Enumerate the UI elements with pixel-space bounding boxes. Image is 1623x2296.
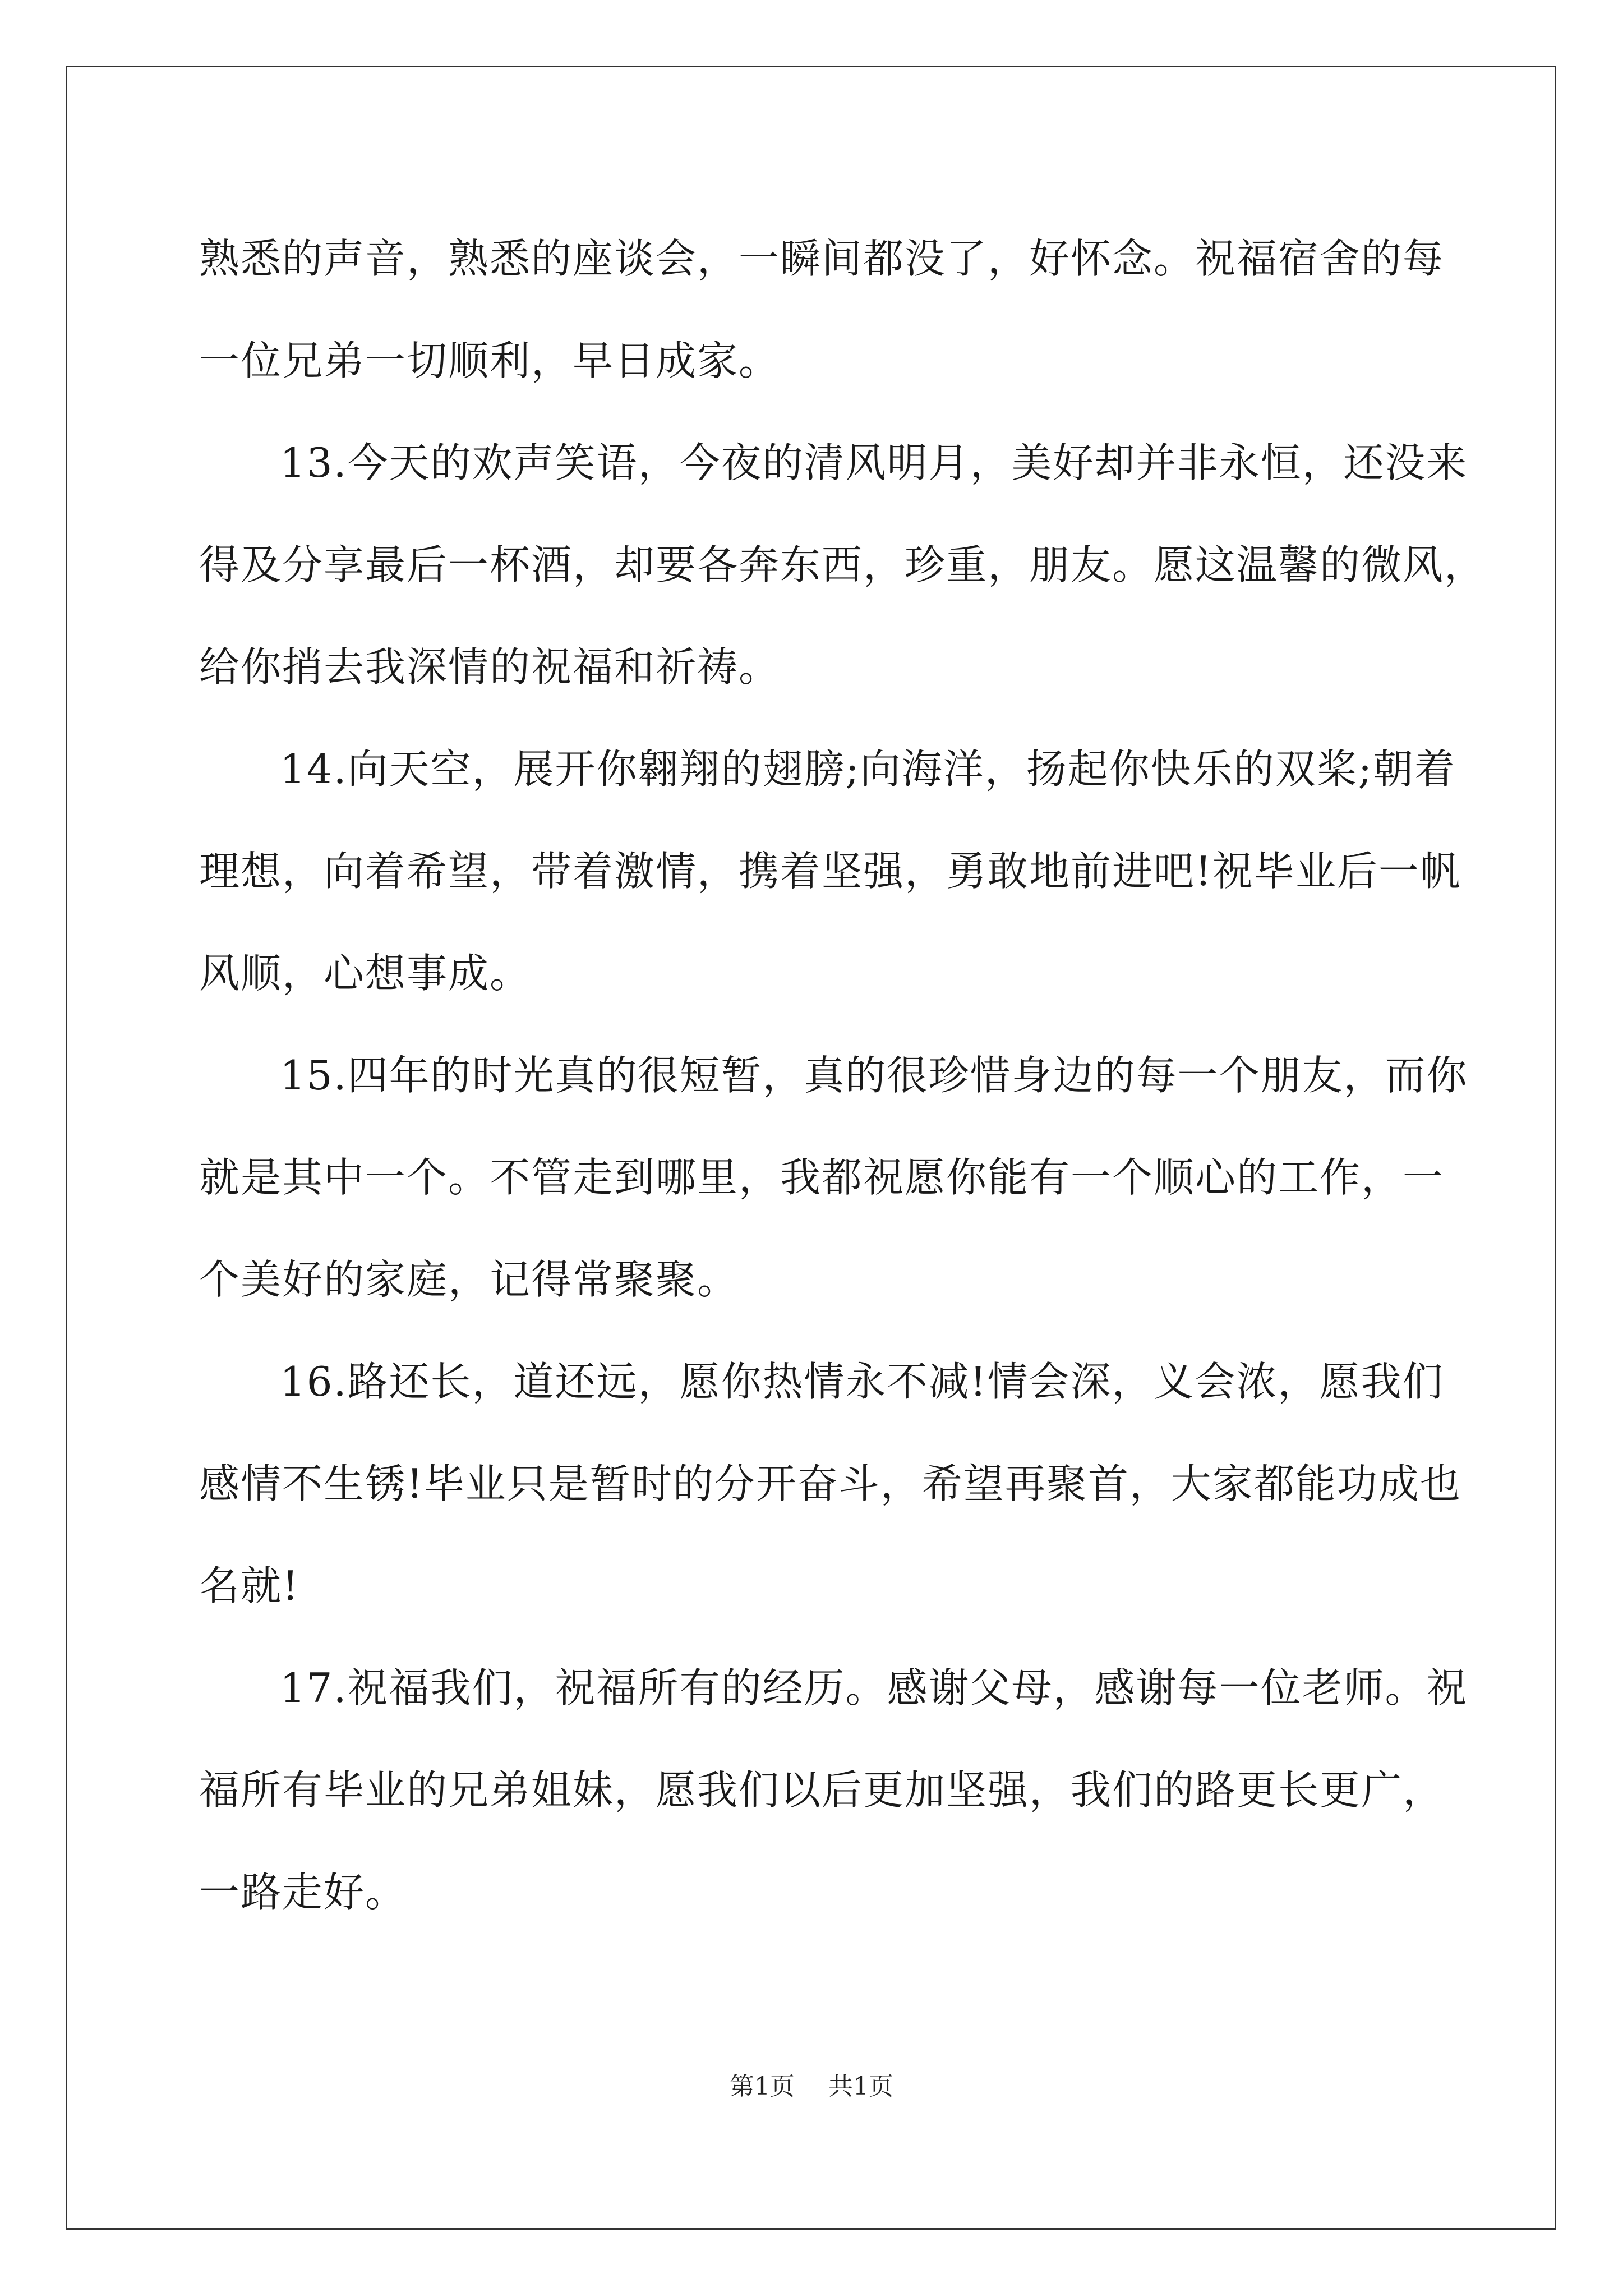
text-line: 15.四年的时光真的很短暂，真的很珍惜身边的每一个朋友，而你 [280, 1052, 1468, 1099]
text-line: 感情不生锈!毕业只是暂时的分开奋斗，希望再聚首，大家都能功成也 [199, 1460, 1461, 1507]
text-line: 一位兄弟一切顺利，早日成家。 [199, 337, 781, 384]
text-line: 就是其中一个。不管走到哪里，我都祝愿你能有一个顺心的工作，一 [199, 1154, 1445, 1201]
text-line: 一路走好。 [199, 1869, 407, 1916]
text-line: 14.向天空，展开你翱翔的翅膀;向海洋，扬起你快乐的双桨;朝着 [280, 746, 1456, 793]
text-line: 个美好的家庭，记得常聚聚。 [199, 1256, 739, 1303]
text-line: 理想，向着希望，带着激情，携着坚强，勇敢地前进吧!祝毕业后一帆 [199, 848, 1461, 895]
text-line: 13.今天的欢声笑语，今夜的清风明月，美好却并非永恒，还没来 [280, 439, 1468, 486]
text-line: 16.路还长，道还远，愿你热情永不减!情会深，义会浓，愿我们 [280, 1358, 1444, 1405]
text-line: 名就! [199, 1562, 299, 1609]
text-line: 给你捎去我深情的祝福和祈祷。 [199, 643, 781, 691]
text-line: 得及分享最后一杯酒，却要各奔东西，珍重，朋友。愿这温馨的微风， [199, 541, 1486, 588]
text-line: 福所有毕业的兄弟姐妹，愿我们以后更加坚强，我们的路更长更广， [199, 1766, 1445, 1814]
page-total: 共1页 [828, 2072, 893, 2101]
page-number: 第1页 [730, 2072, 795, 2101]
text-line: 风顺，心想事成。 [199, 950, 532, 997]
page-footer [0, 2070, 1623, 2104]
text-line: 17.祝福我们，祝福所有的经历。感谢父母，感谢每一位老师。祝 [280, 1664, 1468, 1711]
document-body [199, 208, 1486, 1943]
text-line: 熟悉的声音，熟悉的座谈会，一瞬间都没了，好怀念。祝福宿舍的每 [199, 235, 1445, 282]
